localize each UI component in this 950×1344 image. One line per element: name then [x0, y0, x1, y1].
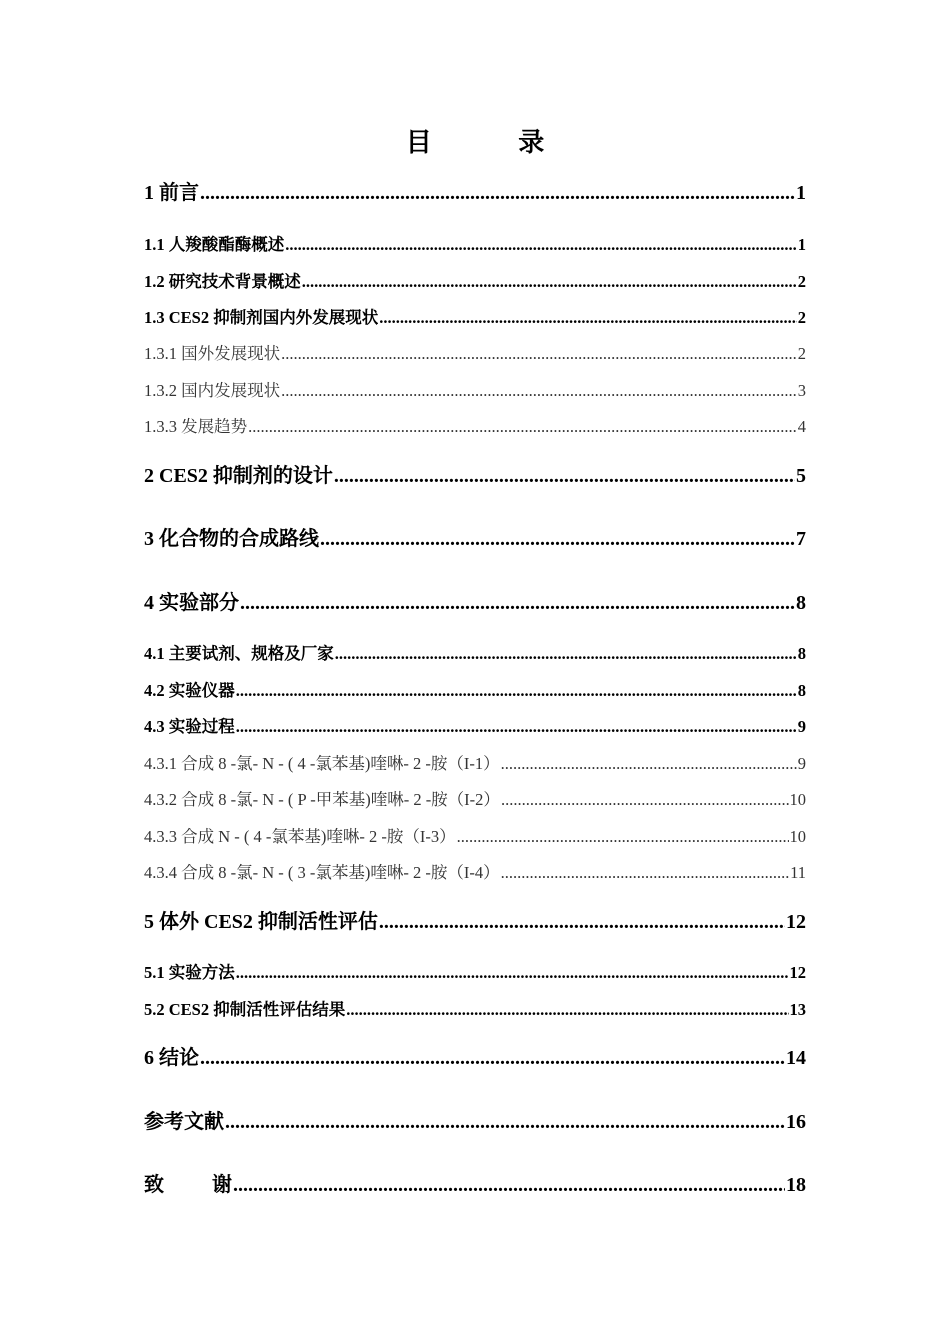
dot-leader [335, 644, 797, 664]
toc-entry[interactable] [144, 677, 806, 701]
toc-entry[interactable] [144, 586, 806, 615]
toc-entry-page: 2 [797, 272, 806, 291]
toc-entry-label: 4.2 实验仪器 [144, 681, 235, 700]
toc-entry-label: 4.3.3 合成 N - ( 4 -氯苯基)喹啉- 2 -胺（I-3） [144, 827, 456, 846]
toc-entry[interactable] [144, 996, 806, 1020]
toc-entry[interactable] [144, 231, 806, 255]
toc-entry[interactable] [144, 750, 806, 774]
toc-entry-label: 1.3 CES2 抑制剂国内外发展现状 [144, 308, 379, 327]
toc-entry-label: 5.1 实验方法 [144, 963, 235, 982]
toc-entry-page: 14 [786, 1047, 806, 1069]
toc-entry-label: 2 CES2 抑制剂的设计 [144, 465, 333, 487]
dot-leader [281, 344, 797, 364]
toc-entry-label: 1.3.2 国内发展现状 [144, 381, 281, 400]
dot-leader [334, 465, 795, 488]
dot-leader [233, 1174, 785, 1197]
toc-entry-label: 4.1 主要试剂、规格及厂家 [144, 644, 334, 663]
toc-entry[interactable] [144, 640, 806, 664]
dot-leader [285, 235, 797, 255]
toc-entry[interactable] [144, 1105, 806, 1134]
toc-entry-label: 4.3 实验过程 [144, 717, 235, 736]
toc-entry[interactable] [144, 1168, 806, 1197]
toc-entry-page: 16 [786, 1111, 806, 1133]
dot-leader [200, 1047, 785, 1070]
dot-leader [302, 272, 797, 292]
dot-leader [281, 381, 797, 401]
toc-entry-label: 参考文献 [144, 1111, 224, 1133]
toc-entry-page: 10 [789, 790, 806, 809]
dot-leader [200, 182, 795, 205]
toc-entry-label: 3 化合物的合成路线 [144, 528, 319, 550]
toc-entry-page: 12 [786, 911, 806, 933]
toc-entry-label: 1.3.3 发展趋势 [144, 417, 248, 436]
toc-entry-label: 致 谢 [144, 1174, 232, 1196]
toc-entry-page: 3 [797, 381, 806, 400]
dot-leader [236, 681, 797, 701]
toc-entry-label: 4.3.4 合成 8 -氯- N - ( 3 -氯苯基)喹啉- 2 -胺（I-4） [144, 863, 500, 882]
dot-leader [501, 790, 789, 810]
dot-leader [457, 827, 789, 847]
toc-entry-label: 5.2 CES2 抑制活性评估结果 [144, 1000, 346, 1019]
toc-entry-label: 1 前言 [144, 182, 199, 204]
toc-entry[interactable] [144, 786, 806, 810]
toc-entry-page: 1 [797, 235, 806, 254]
toc-entry[interactable] [144, 713, 806, 737]
toc-entry-page: 8 [797, 681, 806, 700]
toc-entry[interactable] [144, 859, 806, 883]
toc-entry-label: 5 体外 CES2 抑制活性评估 [144, 911, 378, 933]
toc-entry-label: 1.1 人羧酸酯酶概述 [144, 235, 285, 254]
toc-entry-page: 5 [796, 465, 806, 487]
toc-entry-page: 9 [797, 754, 806, 773]
toc-entry[interactable] [144, 905, 806, 934]
toc-entry-label: 4 实验部分 [144, 592, 239, 614]
dot-leader [346, 1000, 788, 1020]
toc-entry-page: 13 [789, 1000, 806, 1019]
toc-entry-page: 7 [796, 528, 806, 550]
toc-entry-label: 1.2 研究技术背景概述 [144, 272, 301, 291]
toc-entry[interactable] [144, 522, 806, 551]
dot-leader [379, 308, 797, 328]
dot-leader [501, 863, 789, 883]
toc-entry[interactable] [144, 268, 806, 292]
toc-entry-page: 12 [789, 963, 806, 982]
toc-entry[interactable] [144, 176, 806, 205]
toc-entry-label: 4.3.2 合成 8 -氯- N - ( P -甲苯基)喹啉- 2 -胺（I-2） [144, 790, 500, 809]
dot-leader [379, 911, 785, 934]
toc-entry-page: 8 [796, 592, 806, 614]
toc-entry-page: 1 [796, 182, 806, 204]
dot-leader [236, 963, 789, 983]
toc-entry[interactable] [144, 377, 806, 401]
toc-entry-page: 4 [797, 417, 806, 436]
toc-entry[interactable] [144, 340, 806, 364]
toc-entry[interactable] [144, 959, 806, 983]
toc-entry[interactable] [144, 1041, 806, 1070]
toc-entry-page: 10 [789, 827, 806, 846]
toc-entry-page: 18 [786, 1174, 806, 1196]
dot-leader [320, 528, 795, 551]
toc-entry-label: 4.3.1 合成 8 -氯- N - ( 4 -氯苯基)喹啉- 2 -胺（I-1） [144, 754, 500, 773]
toc-entry-page: 8 [797, 644, 806, 663]
toc-entry-label: 1.3.1 国外发展现状 [144, 344, 281, 363]
toc-entry-page: 2 [797, 308, 806, 327]
toc-entry[interactable] [144, 413, 806, 437]
dot-leader [248, 417, 797, 437]
dot-leader [225, 1111, 785, 1134]
toc-entry[interactable] [144, 304, 806, 328]
toc-entry-page: 2 [797, 344, 806, 363]
toc-entry-page: 11 [790, 863, 806, 882]
toc-entry[interactable] [144, 823, 806, 847]
dot-leader [240, 592, 795, 615]
dot-leader [236, 717, 797, 737]
toc-title: 目 录 [405, 128, 585, 157]
dot-leader [501, 754, 797, 774]
toc-entry-label: 6 结论 [144, 1047, 199, 1069]
toc-entry[interactable] [144, 459, 806, 488]
toc-entry-page: 9 [797, 717, 806, 736]
